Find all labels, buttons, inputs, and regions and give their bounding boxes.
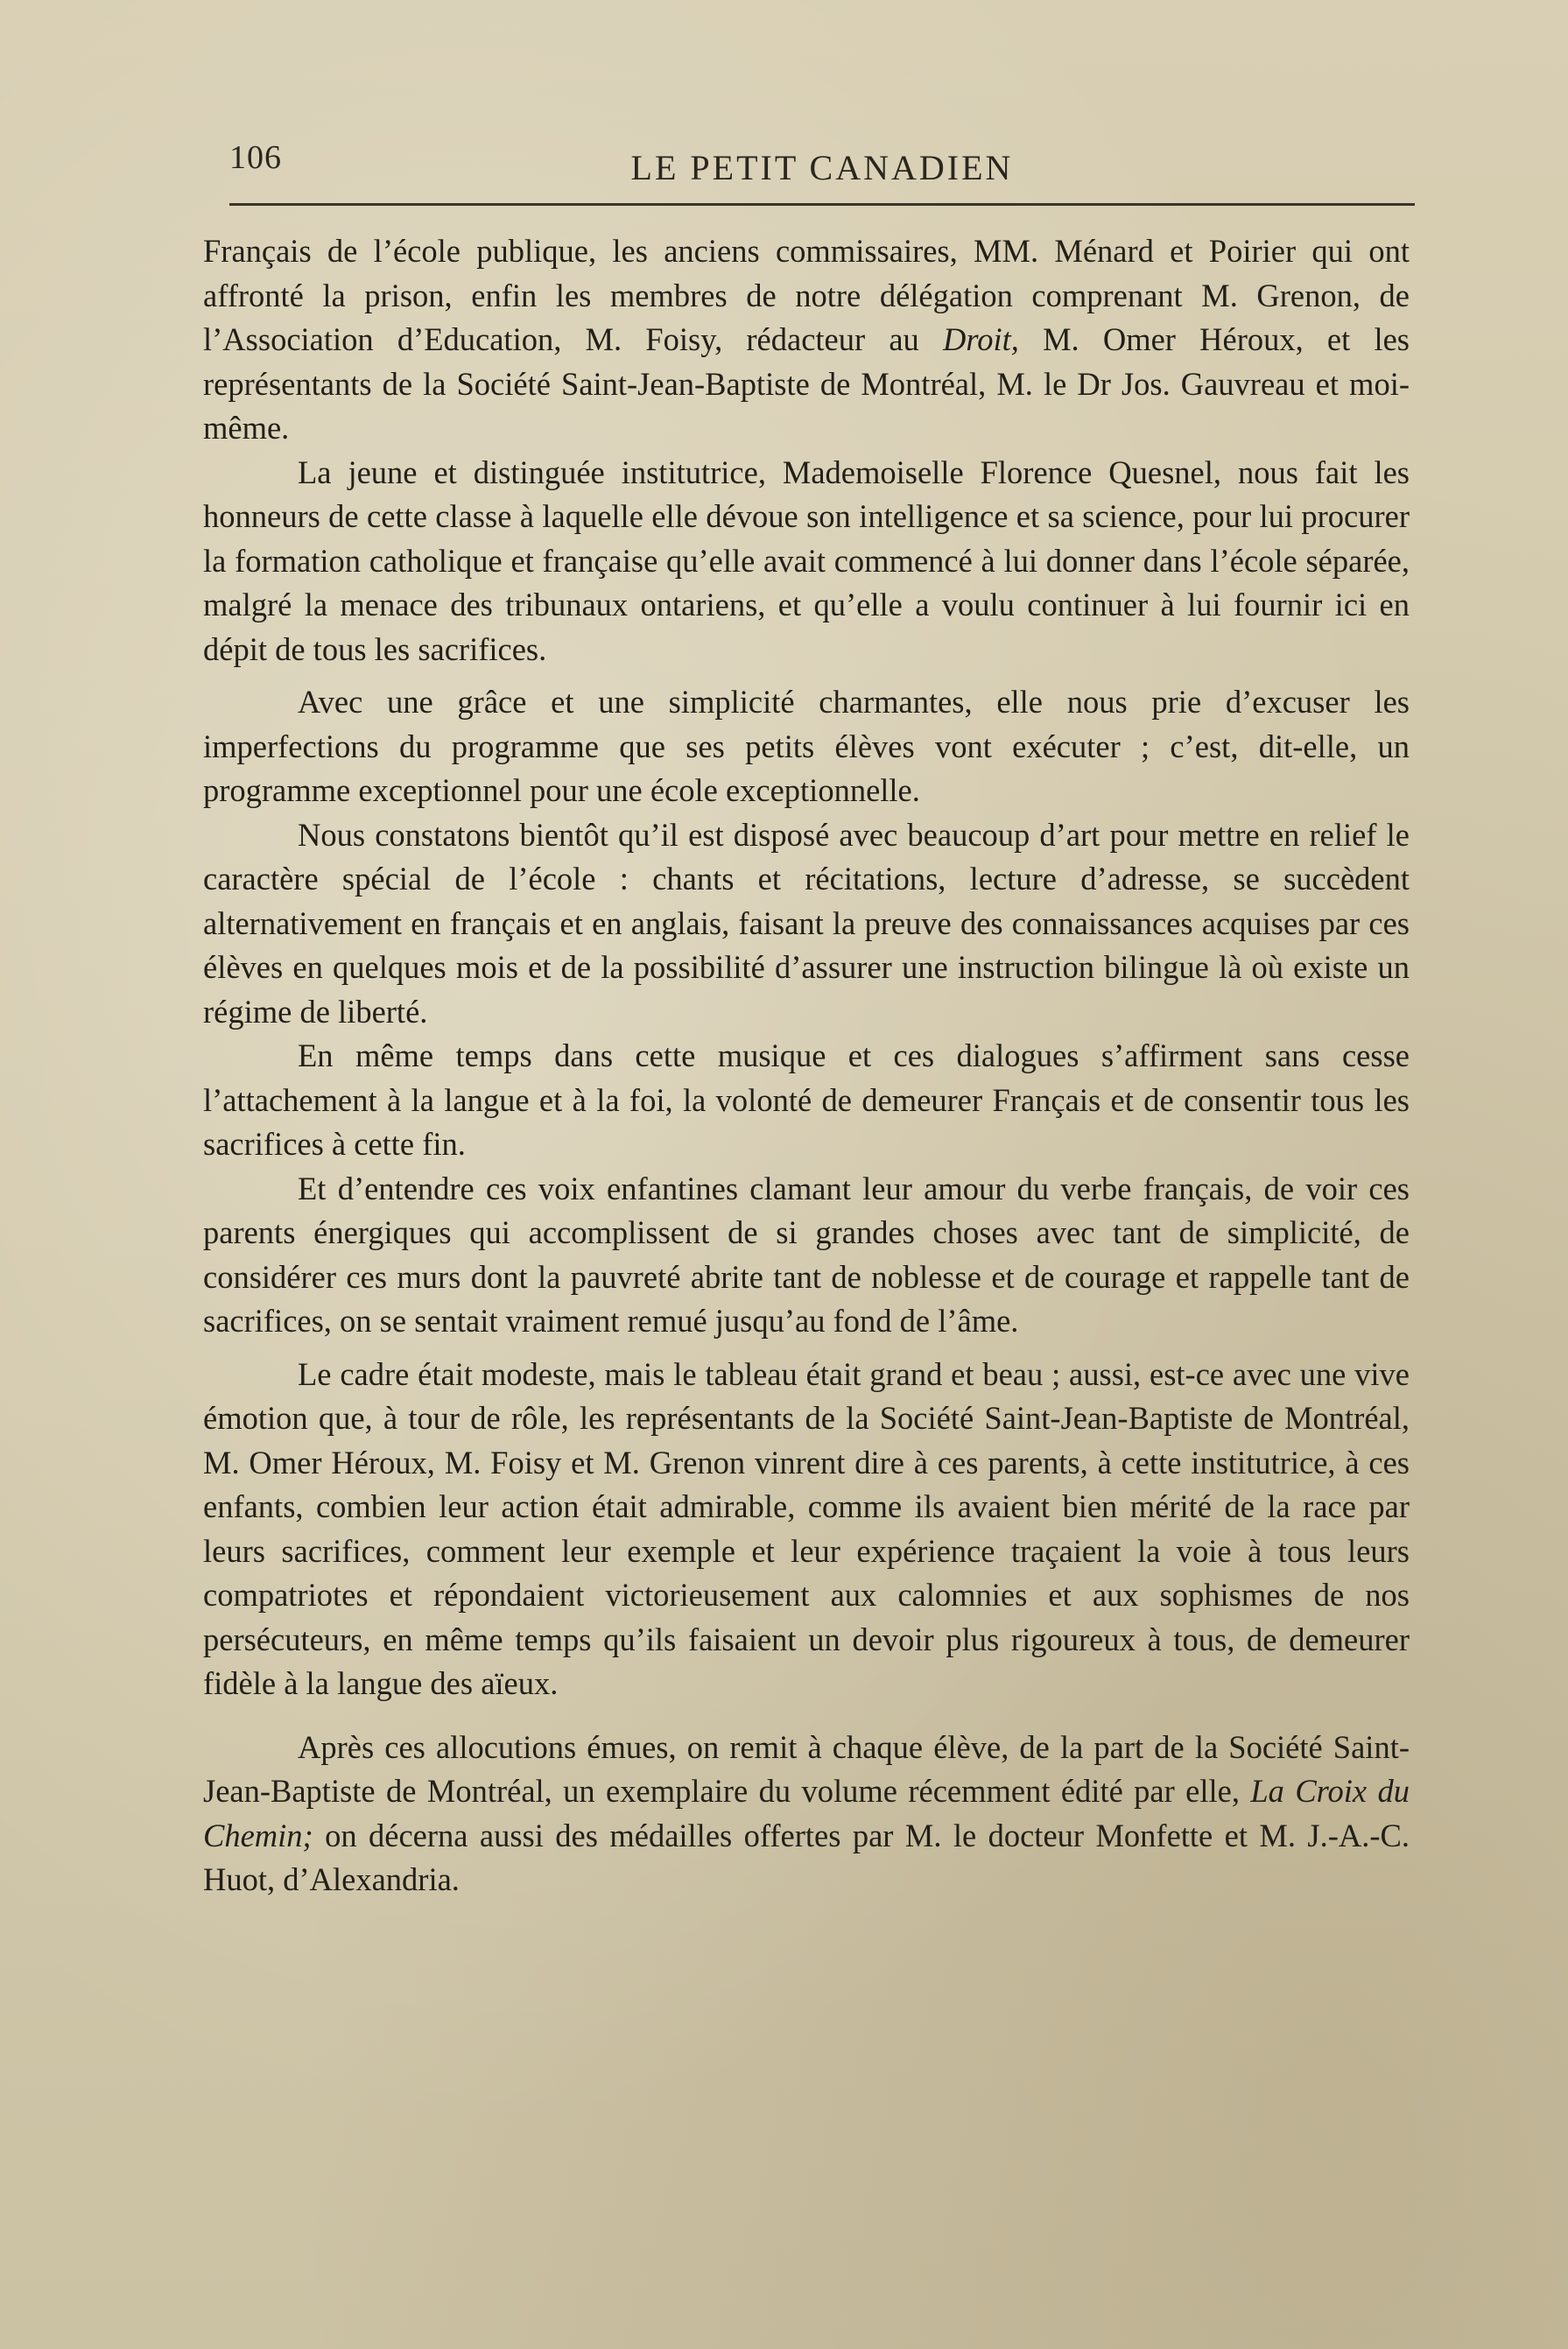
header-rule: [229, 203, 1415, 206]
page-header: [229, 131, 1415, 193]
text-segment: La jeune et distinguée institutrice, Mademoiselle Florence Quesnel, nous fait les honneurs de cette classe à laquelle elle dévoue son intelligence et sa science, pour lui procurer la formation catholique et française qu’elle avait commencé à lui donner dans l’école séparée, malgré la menace des tribunaux ontariens, et qu’elle a voulu continuer à lui fournir ici en dépit de tous les sacrifices.: [203, 454, 1410, 667]
text-segment: on décerna aussi des médailles offertes par M. le docteur Monfette et M. J.-A.-C. Huot, d’Alexandria.: [203, 1817, 1410, 1897]
running-title: LE PETIT CANADIEN: [630, 148, 1014, 187]
italic-segment: Droit,: [943, 321, 1019, 357]
paragraph: [203, 1726, 1410, 1902]
text-segment: Nous constatons bientôt qu’il est disposé avec beaucoup d’art pour mettre en relief le caractère spécial de l’école : chants et récitations, lecture d’adresse, se succèdent alternativement en français et en anglais, faisant la preuve des connaissances acquises par ces élèves en quelques mois et de la possibilité d’assurer une instruction bilingue là où existe un régime de liberté.: [203, 816, 1410, 1030]
text-segment: Français de l’école publique, les anciens commissaires, MM. Ménard et Poirier qui ont affronté la prison, enfin les membres de notre délégation comprenant M. Grenon, de l’Association d’Education, M. Foisy, rédacteur au: [203, 233, 1410, 357]
paragraph: [203, 1167, 1410, 1344]
italic-segment: La Croix du Chemin;: [203, 1773, 1410, 1853]
paragraph: [203, 451, 1410, 672]
page-number: 106: [229, 139, 282, 176]
paragraph: [203, 680, 1410, 813]
paragraph: [203, 813, 1410, 1035]
text-segment: Et d’entendre ces voix enfantines clamant leur amour du verbe français, de voir ces parents énergiques qui accomplissent de si grandes choses avec tant de simplicité, de considérer ces murs dont la pauvreté abrite tant de noblesse et de courage et rappelle tant de sacrifices, on se sentait vraiment remué jusqu’au fond de l’âme.: [203, 1170, 1410, 1339]
text-segment: Le cadre était modeste, mais le tableau était grand et beau ; aussi, est-ce avec une vive émotion que, à tour de rôle, les représentants de la Société Saint-Jean-Baptiste de Montréal, M. Omer Héroux, M. Foisy et M. Grenon vinrent dire à ces parents, à cette institutrice, à ces enfants, combien leur action était admirable, comme ils avaient bien mérité de la race par leurs sacrifices, comment leur exemple et leur expérience traçaient la voie à tous leurs compatriotes et répondaient victorieusement aux calomnies et aux sophismes de nos persécuteurs, en même temps qu’ils faisaient un devoir plus rigoureux à tous, de demeurer fidèle à la langue des aïeux.: [203, 1355, 1410, 1701]
paragraph: [203, 1034, 1410, 1167]
text-segment: M. Omer Héroux, et les représentants de la Société Saint-Jean-Baptiste de Montréal, M. le Dr Jos. Gauvreau et moi-même.: [203, 321, 1410, 446]
paragraph: [203, 229, 1410, 451]
text-segment: En même temps dans cette musique et ces dialogues s’affirment sans cesse l’attachement à la langue et à la foi, la volonté de demeurer Français et de consentir tous les sacrifices à cette fin.: [203, 1037, 1410, 1162]
body-text: [203, 229, 1410, 1902]
paragraph: [203, 1353, 1410, 1706]
text-segment: Avec une grâce et une simplicité charmantes, elle nous prie d’excuser les imperfections du programme que ses petits élèves vont exécuter ; c’est, dit-elle, un programme exceptionnel pour une école exceptionnelle.: [203, 684, 1410, 808]
text-segment: Après ces allocutions émues, on remit à chaque élève, de la part de la Société Saint-Jean-Baptiste de Montréal, un exemplaire du volume récemment édité par elle,: [203, 1728, 1410, 1809]
